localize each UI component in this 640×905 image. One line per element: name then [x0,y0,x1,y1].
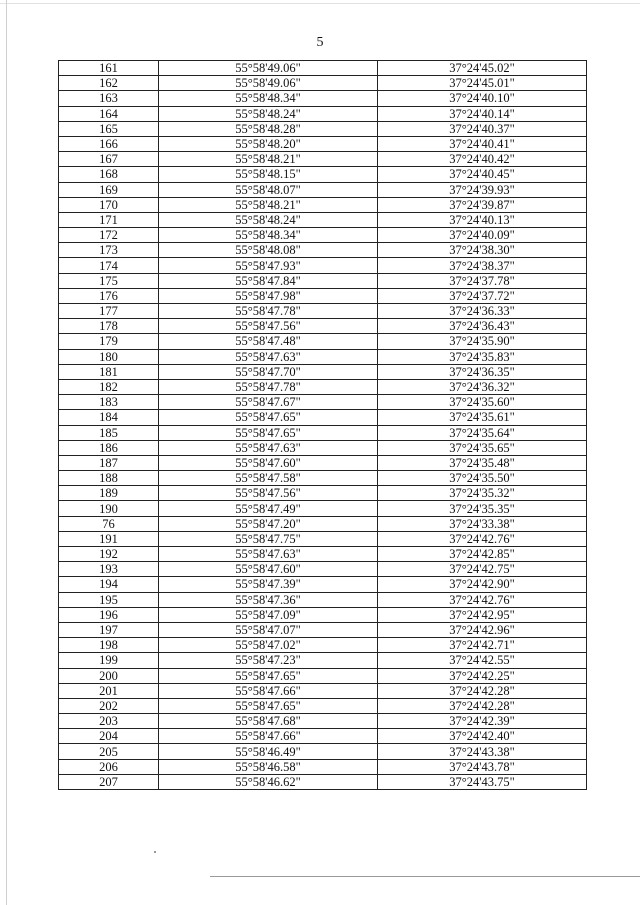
table-row [59,395,587,410]
point-number-cell: 162 [59,76,159,91]
longitude-cell: 37°24'39.93" [378,182,587,197]
point-number-cell: 168 [59,167,159,182]
page-number: 5 [316,35,324,50]
latitude-cell: 55°58'48.24" [159,106,378,121]
table-row [59,455,587,470]
latitude-cell: 55°58'47.84" [159,273,378,288]
table-row [59,653,587,668]
longitude-cell: 37°24'35.50" [378,471,587,486]
point-number-cell: 165 [59,121,159,136]
longitude-cell: 37°24'42.95" [378,607,587,622]
point-number-cell: 195 [59,592,159,607]
point-number-cell: 189 [59,486,159,501]
table-row [59,547,587,562]
latitude-cell: 55°58'49.06" [159,76,378,91]
longitude-cell: 37°24'43.78" [378,759,587,774]
longitude-cell: 37°24'35.61" [378,410,587,425]
scan-speck [154,851,156,853]
point-number-cell: 176 [59,288,159,303]
latitude-cell: 55°58'48.20" [159,136,378,151]
longitude-cell: 37°24'40.42" [378,152,587,167]
point-number-cell: 173 [59,243,159,258]
longitude-cell: 37°24'36.43" [378,319,587,334]
table-row [59,729,587,744]
point-number-cell: 196 [59,607,159,622]
table-row [59,516,587,531]
point-number-cell: 183 [59,395,159,410]
point-number-cell: 169 [59,182,159,197]
longitude-cell: 37°24'42.55" [378,653,587,668]
point-number-cell: 177 [59,304,159,319]
latitude-cell: 55°58'47.66" [159,729,378,744]
longitude-cell: 37°24'36.32" [378,379,587,394]
longitude-cell: 37°24'42.90" [378,577,587,592]
point-number-cell: 188 [59,471,159,486]
latitude-cell: 55°58'47.20" [159,516,378,531]
longitude-cell: 37°24'40.37" [378,121,587,136]
latitude-cell: 55°58'47.65" [159,425,378,440]
point-number-cell: 205 [59,744,159,759]
longitude-cell: 37°24'35.60" [378,395,587,410]
latitude-cell: 55°58'48.21" [159,197,378,212]
table-row [59,774,587,789]
table-row [59,410,587,425]
latitude-cell: 55°58'48.28" [159,121,378,136]
scan-top-edge [0,3,640,4]
point-number-cell: 76 [59,516,159,531]
point-number-cell: 199 [59,653,159,668]
longitude-cell: 37°24'35.48" [378,455,587,470]
point-number-cell: 181 [59,364,159,379]
latitude-cell: 55°58'47.78" [159,379,378,394]
point-number-cell: 180 [59,349,159,364]
point-number-cell: 203 [59,714,159,729]
longitude-cell: 37°24'40.13" [378,212,587,227]
table-row [59,91,587,106]
latitude-cell: 55°58'47.67" [159,395,378,410]
latitude-cell: 55°58'47.36" [159,592,378,607]
longitude-cell: 37°24'40.41" [378,136,587,151]
scan-left-edge [6,0,7,905]
table-row [59,334,587,349]
table-row [59,121,587,136]
point-number-cell: 207 [59,774,159,789]
latitude-cell: 55°58'47.65" [159,410,378,425]
latitude-cell: 55°58'48.07" [159,182,378,197]
table-row [59,364,587,379]
table-row [59,577,587,592]
longitude-cell: 37°24'40.09" [378,228,587,243]
table-row [59,319,587,334]
latitude-cell: 55°58'47.70" [159,364,378,379]
table-row [59,744,587,759]
longitude-cell: 37°24'40.45" [378,167,587,182]
table-row [59,759,587,774]
latitude-cell: 55°58'47.07" [159,622,378,637]
latitude-cell: 55°58'47.93" [159,258,378,273]
latitude-cell: 55°58'47.60" [159,455,378,470]
table-row [59,228,587,243]
coordinates-table-body [59,61,587,790]
latitude-cell: 55°58'47.09" [159,607,378,622]
table-row [59,243,587,258]
latitude-cell: 55°58'46.58" [159,759,378,774]
table-row [59,288,587,303]
longitude-cell: 37°24'42.76" [378,531,587,546]
longitude-cell: 37°24'43.38" [378,744,587,759]
scan-bottom-edge [210,876,640,877]
table-row [59,273,587,288]
table-row [59,379,587,394]
latitude-cell: 55°58'47.60" [159,562,378,577]
longitude-cell: 37°24'42.39" [378,714,587,729]
point-number-cell: 192 [59,547,159,562]
point-number-cell: 174 [59,258,159,273]
table-row [59,167,587,182]
longitude-cell: 37°24'35.35" [378,501,587,516]
point-number-cell: 163 [59,91,159,106]
point-number-cell: 172 [59,228,159,243]
point-number-cell: 202 [59,698,159,713]
table-row [59,607,587,622]
latitude-cell: 55°58'47.58" [159,471,378,486]
table-row [59,698,587,713]
point-number-cell: 190 [59,501,159,516]
longitude-cell: 37°24'37.72" [378,288,587,303]
longitude-cell: 37°24'42.76" [378,592,587,607]
longitude-cell: 37°24'40.10" [378,91,587,106]
point-number-cell: 197 [59,622,159,637]
longitude-cell: 37°24'42.71" [378,638,587,653]
latitude-cell: 55°58'47.66" [159,683,378,698]
latitude-cell: 55°58'47.39" [159,577,378,592]
point-number-cell: 171 [59,212,159,227]
table-row [59,486,587,501]
latitude-cell: 55°58'47.65" [159,698,378,713]
latitude-cell: 55°58'47.56" [159,319,378,334]
table-row [59,349,587,364]
latitude-cell: 55°58'48.24" [159,212,378,227]
point-number-cell: 164 [59,106,159,121]
latitude-cell: 55°58'47.56" [159,486,378,501]
point-number-cell: 193 [59,562,159,577]
point-number-cell: 206 [59,759,159,774]
longitude-cell: 37°24'36.33" [378,304,587,319]
longitude-cell: 37°24'45.02" [378,61,587,76]
point-number-cell: 179 [59,334,159,349]
longitude-cell: 37°24'37.78" [378,273,587,288]
longitude-cell: 37°24'40.14" [378,106,587,121]
longitude-cell: 37°24'42.28" [378,683,587,698]
table-row [59,212,587,227]
longitude-cell: 37°24'45.01" [378,76,587,91]
latitude-cell: 55°58'47.49" [159,501,378,516]
table-row [59,258,587,273]
table-row [59,638,587,653]
table-row [59,622,587,637]
table-row [59,152,587,167]
longitude-cell: 37°24'39.87" [378,197,587,212]
point-number-cell: 186 [59,440,159,455]
point-number-cell: 166 [59,136,159,151]
longitude-cell: 37°24'35.83" [378,349,587,364]
table-row [59,304,587,319]
latitude-cell: 55°58'46.49" [159,744,378,759]
point-number-cell: 200 [59,668,159,683]
longitude-cell: 37°24'42.25" [378,668,587,683]
longitude-cell: 37°24'42.96" [378,622,587,637]
longitude-cell: 37°24'35.90" [378,334,587,349]
longitude-cell: 37°24'36.35" [378,364,587,379]
longitude-cell: 37°24'35.65" [378,440,587,455]
table-row [59,76,587,91]
point-number-cell: 191 [59,531,159,546]
point-number-cell: 161 [59,61,159,76]
latitude-cell: 55°58'48.34" [159,91,378,106]
table-row [59,683,587,698]
latitude-cell: 55°58'47.63" [159,547,378,562]
latitude-cell: 55°58'47.63" [159,440,378,455]
longitude-cell: 37°24'42.40" [378,729,587,744]
table-row [59,592,587,607]
table-row [59,136,587,151]
latitude-cell: 55°58'47.63" [159,349,378,364]
point-number-cell: 182 [59,379,159,394]
table-row [59,714,587,729]
latitude-cell: 55°58'49.06" [159,61,378,76]
point-number-cell: 187 [59,455,159,470]
latitude-cell: 55°58'48.21" [159,152,378,167]
point-number-cell: 167 [59,152,159,167]
latitude-cell: 55°58'47.65" [159,668,378,683]
latitude-cell: 55°58'47.48" [159,334,378,349]
latitude-cell: 55°58'47.68" [159,714,378,729]
point-number-cell: 204 [59,729,159,744]
latitude-cell: 55°58'48.15" [159,167,378,182]
table-row [59,197,587,212]
point-number-cell: 201 [59,683,159,698]
latitude-cell: 55°58'47.23" [159,653,378,668]
latitude-cell: 55°58'48.34" [159,228,378,243]
longitude-cell: 37°24'38.37" [378,258,587,273]
table-row [59,425,587,440]
longitude-cell: 37°24'35.32" [378,486,587,501]
coordinates-table [58,60,587,790]
table-row [59,471,587,486]
latitude-cell: 55°58'47.75" [159,531,378,546]
table-row [59,668,587,683]
table-row [59,61,587,76]
latitude-cell: 55°58'47.78" [159,304,378,319]
point-number-cell: 185 [59,425,159,440]
point-number-cell: 178 [59,319,159,334]
table-row [59,440,587,455]
table-row [59,562,587,577]
longitude-cell: 37°24'35.64" [378,425,587,440]
longitude-cell: 37°24'42.75" [378,562,587,577]
latitude-cell: 55°58'47.98" [159,288,378,303]
longitude-cell: 37°24'43.75" [378,774,587,789]
latitude-cell: 55°58'48.08" [159,243,378,258]
point-number-cell: 170 [59,197,159,212]
table-row [59,182,587,197]
longitude-cell: 37°24'38.30" [378,243,587,258]
longitude-cell: 37°24'42.28" [378,698,587,713]
table-row [59,106,587,121]
longitude-cell: 37°24'33.38" [378,516,587,531]
point-number-cell: 184 [59,410,159,425]
point-number-cell: 194 [59,577,159,592]
point-number-cell: 175 [59,273,159,288]
point-number-cell: 198 [59,638,159,653]
longitude-cell: 37°24'42.85" [378,547,587,562]
latitude-cell: 55°58'46.62" [159,774,378,789]
latitude-cell: 55°58'47.02" [159,638,378,653]
table-row [59,531,587,546]
table-row [59,501,587,516]
